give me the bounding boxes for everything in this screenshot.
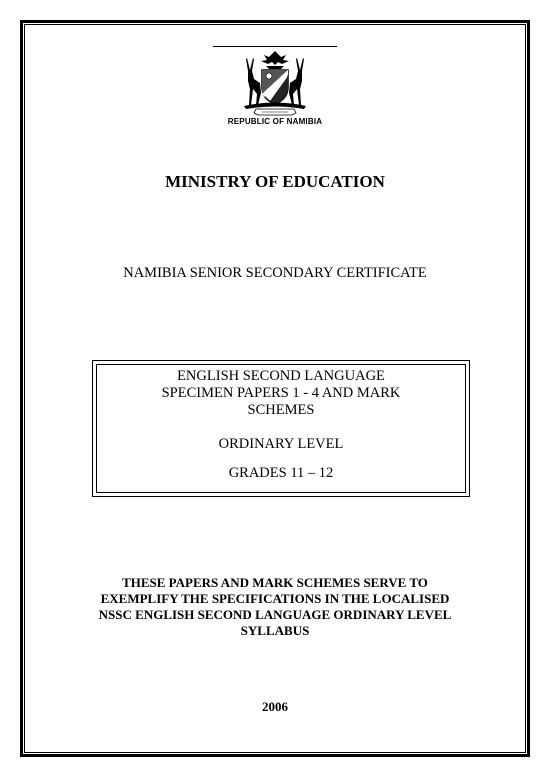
namibia-coat-of-arms-icon xyxy=(234,49,316,117)
statement-line: THESE PAPERS AND MARK SCHEMES SERVE TO xyxy=(122,575,428,590)
subject-title xyxy=(100,368,462,419)
year-label: 2006 xyxy=(262,699,288,714)
purpose-statement xyxy=(40,575,510,639)
subject-title-line: ENGLISH SECOND LANGUAGE xyxy=(177,368,385,384)
statement-line: NSSC ENGLISH SECOND LANGUAGE ORDINARY LEVEL xyxy=(98,607,452,622)
subject-title-line: SPECIMEN PAPERS 1 - 4 AND MARK xyxy=(161,385,401,401)
statement-line: SYLLABUS xyxy=(240,623,310,638)
ministry-title: MINISTRY OF EDUCATION xyxy=(165,172,385,191)
republic-label: REPUBLIC OF NAMIBIA xyxy=(227,117,323,126)
grades-label: GRADES 11 – 12 xyxy=(228,465,334,481)
crest-rule xyxy=(213,46,337,47)
statement-line: EXEMPLIFY THE SPECIFICATIONS IN THE LOCALISED xyxy=(100,591,450,606)
certificate-title: NAMIBIA SENIOR SECONDARY CERTIFICATE xyxy=(123,265,427,281)
subject-title-line: SCHEMES xyxy=(247,402,315,418)
level-label: ORDINARY LEVEL xyxy=(218,436,344,452)
